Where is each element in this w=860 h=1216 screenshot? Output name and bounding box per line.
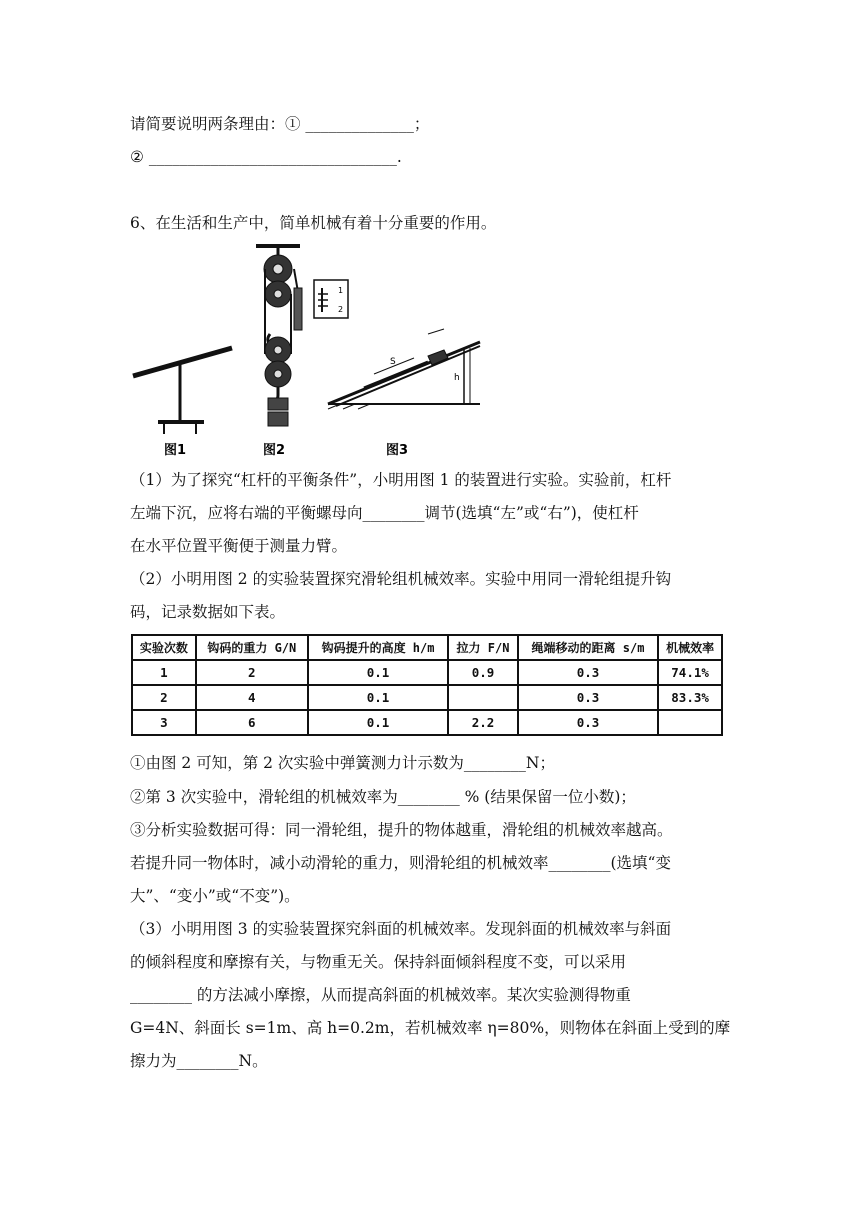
scale-mark-2: 2 <box>338 305 344 314</box>
weight-upper <box>268 398 288 410</box>
cell: 0.3 <box>518 660 658 685</box>
pulley-diagram <box>256 246 348 426</box>
cell <box>658 710 722 735</box>
header-distance: 绳端移动的距离 s/m <box>518 635 658 660</box>
cell: 0.3 <box>518 685 658 710</box>
table-row <box>132 685 722 710</box>
cell: 74.1% <box>658 660 722 685</box>
subq3-line2: 若提升同一物体时，减小动滑轮的重力，则滑轮组的机械效率________(选填“变 <box>130 854 671 872</box>
reasons-prompt: 请简要说明两条理由：① ______________； <box>130 115 430 133</box>
incline-height-label: h <box>454 373 460 383</box>
cell: 1 <box>132 660 196 685</box>
cell: 0.1 <box>308 660 448 685</box>
fig2-label: 图2 <box>263 443 286 458</box>
part3-line1: （3）小明用图 3 的实验装置探究斜面的机械效率。发现斜面的机械效率与斜面 <box>130 920 672 938</box>
question-6-title: 6、在生活和生产中，简单机械有着十分重要的作用。 <box>130 214 497 232</box>
data-table <box>131 634 723 736</box>
cell: 2 <box>196 660 308 685</box>
subq2: ②第 3 次实验中，滑轮组的机械效率为________ % (结果保留一位小数)； <box>130 788 636 806</box>
part3-line2: 的倾斜程度和摩擦有关，与物重无关。保持斜面倾斜程度不变，可以采用 <box>130 953 627 971</box>
lever-bar <box>133 348 232 376</box>
lever-diagram <box>133 348 232 434</box>
block-on-incline <box>428 350 448 365</box>
cell: 0.9 <box>448 660 518 685</box>
header-efficiency: 机械效率 <box>658 635 722 660</box>
cell: 0.1 <box>308 685 448 710</box>
table-row <box>132 710 722 735</box>
reason-2: ② ________________________________. <box>130 148 402 166</box>
cell: 0.1 <box>308 710 448 735</box>
header-height: 钩码提升的高度 h/m <box>308 635 448 660</box>
header-weight: 钩码的重力 G/N <box>196 635 308 660</box>
part1-line3: 在水平位置平衡便于测量力臂。 <box>130 537 348 555</box>
experiment-figures <box>128 244 500 460</box>
pull-rope <box>364 362 428 388</box>
header-force: 拉力 F/N <box>448 635 518 660</box>
scale-mark-1: 1 <box>338 286 344 295</box>
cell: 6 <box>196 710 308 735</box>
part3-line5: 擦力为________N。 <box>130 1052 268 1070</box>
weight-lower <box>268 412 288 426</box>
subq1: ①由图 2 可知，第 2 次实验中弹簧测力计示数为________N； <box>130 754 555 772</box>
cell: 83.3% <box>658 685 722 710</box>
cell: 2.2 <box>448 710 518 735</box>
cell: 3 <box>132 710 196 735</box>
cell: 0.3 <box>518 710 658 735</box>
subq3-line3: 大”、“变小”或“不变”)。 <box>130 887 300 905</box>
subq3-line1: ③分析实验数据可得：同一滑轮组，提升的物体越重，滑轮组的机械效率越高。 <box>130 821 673 839</box>
fig3-label: 图3 <box>386 443 409 458</box>
part3-line4: G=4N、斜面长 s=1m、高 h=0.2m，若机械效率 η=80%，则物体在斜面上受到的摩 <box>130 1019 731 1037</box>
cell: 2 <box>132 685 196 710</box>
cell: 4 <box>196 685 308 710</box>
spring-scale <box>294 288 302 330</box>
table-header-row <box>132 635 722 660</box>
table-row <box>132 660 722 685</box>
fig1-label: 图1 <box>164 443 187 458</box>
header-trial: 实验次数 <box>132 635 196 660</box>
incline-diagram <box>328 329 480 409</box>
incline-length-label: S <box>390 357 396 367</box>
part2-line1: （2）小明用图 2 的实验装置探究滑轮组机械效率。实验中用同一滑轮组提升钩 <box>130 570 672 588</box>
cell <box>448 685 518 710</box>
part1-line2: 左端下沉，应将右端的平衡螺母向________调节(选填“左”或“右”)，使杠杆 <box>130 504 639 522</box>
part3-line3: ________ 的方法减小摩擦，从而提高斜面的机械效率。某次实验测得物重 <box>130 986 631 1004</box>
part1-line1: （1）为了探究“杠杆的平衡条件”，小明用图 1 的装置进行实验。实验前，杠杆 <box>130 471 672 489</box>
part2-line2: 码，记录数据如下表。 <box>130 603 286 621</box>
